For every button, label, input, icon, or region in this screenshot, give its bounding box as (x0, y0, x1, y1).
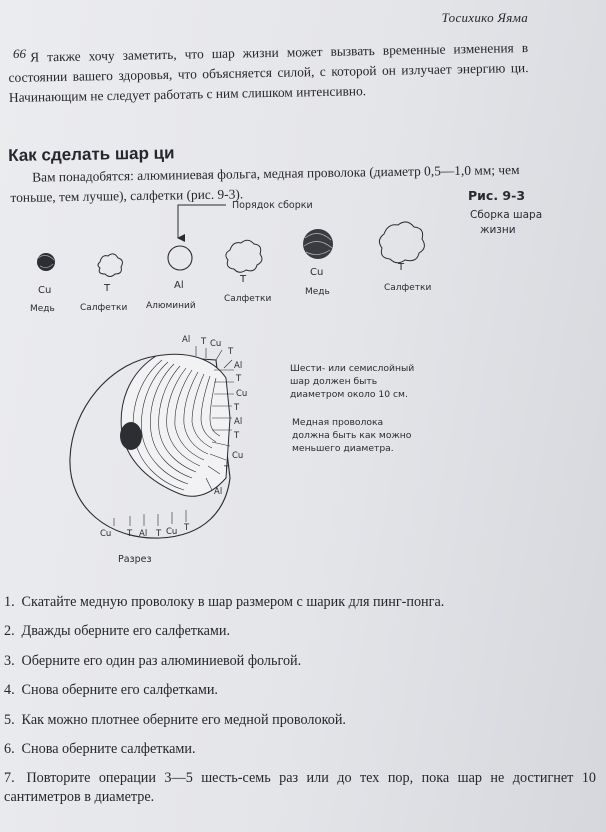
running-header-author: Тосихико Яяма (441, 10, 528, 25)
bottom-label-2: T (127, 529, 133, 539)
step-4-number: 4. (4, 682, 15, 699)
stage-4-symbol: T (240, 274, 247, 285)
intro-paragraph (8, 38, 529, 108)
step-1 (4, 588, 596, 617)
bottom-label-1: Cu (100, 529, 112, 539)
stage-tissue-large-icon (379, 222, 431, 293)
step-3-text: Оберните его один раз алюминиевой фольгой. (21, 652, 302, 669)
right-label-7: Cu (232, 451, 244, 461)
right-label-9: Al (214, 487, 223, 497)
stage-5-name: Медь (305, 287, 330, 297)
step-5 (4, 706, 596, 735)
stage-5-symbol: Cu (310, 267, 324, 278)
stage-6-symbol: T (398, 262, 405, 273)
step-2-text: Дважды оберните его салфетками. (21, 623, 231, 640)
step-6 (4, 735, 596, 764)
step-1-number: 1. (4, 594, 15, 610)
step-1-text: Скатайте медную проволоку в шар размером с шарик для пинг-понга. (21, 594, 445, 610)
right-label-3: Cu (236, 389, 248, 399)
step-4-text: Снова оберните его салфетками. (21, 682, 218, 699)
step-7 (4, 769, 596, 807)
bottom-label-5: Cu (166, 527, 178, 537)
section-label: Разрез (118, 554, 152, 565)
cross-section-drawing (70, 335, 247, 565)
stage-2-name: Салфетки (80, 303, 128, 313)
top-label-t2: T (228, 347, 234, 357)
right-label-4: T (234, 403, 240, 413)
stage-1-symbol: Cu (38, 285, 52, 296)
right-label-6: T (234, 431, 240, 441)
stage-tissue-small-icon (80, 254, 127, 313)
note-wire: Медная проволока должна быть как можно меньшего диаметра. (292, 417, 412, 454)
bottom-label-6: T (184, 523, 190, 533)
bottom-label-3: Al (139, 529, 148, 539)
stage-3-name: Алюминий (146, 301, 196, 311)
right-label-5: Al (234, 417, 243, 427)
step-3-number: 3. (4, 652, 15, 669)
stage-6-name: Салфетки (384, 283, 432, 293)
step-7-text: Повторите операции 3—5 шесть-семь раз или до тех пор, пока шар не достигнет 10 сантиметров в диаметре. (4, 770, 597, 806)
steps-list (4, 588, 596, 807)
figure-9-3 (0, 178, 606, 578)
right-label-2: T (236, 374, 242, 384)
step-3 (4, 647, 596, 676)
top-label-t: T (201, 337, 207, 347)
top-label-al: Al (182, 335, 191, 345)
intro-text: Я также хочу заметить, что шар жизни может вызвать временные изменения в состоянии вашего здоровья, что объясняется силой, с которой он излучает энергию ци. Начинающим не следует работать с ним слишком интенсивно. (8, 40, 529, 105)
stage-3-symbol: Al (174, 280, 184, 291)
cross-section-core (120, 422, 142, 450)
note-layers: Шести- или семислойный шар должен быть диаметром около 10 см. (290, 363, 415, 400)
right-label-1: Al (234, 361, 243, 371)
step-4 (4, 676, 596, 705)
assembly-order-label: Порядок сборки (232, 200, 313, 211)
figure-caption-line-2: жизни (480, 224, 516, 236)
right-label-8: T (224, 465, 230, 475)
step-6-number: 6. (4, 741, 15, 758)
stage-4-name: Салфетки (224, 294, 272, 304)
step-2 (4, 617, 596, 646)
stage-copper-wound-icon (303, 229, 333, 297)
stage-1-name: Медь (30, 304, 55, 314)
stage-tissue-medium-icon (224, 240, 271, 304)
stage-2-symbol: T (104, 283, 111, 294)
top-label-cu: Cu (210, 339, 222, 349)
step-5-text: Как можно плотнее оберните его медной проволокой. (21, 711, 346, 728)
stage-aluminium-icon (146, 246, 196, 311)
figure-caption-line-1: Сборка шара (470, 209, 543, 221)
step-7-number: 7. (4, 770, 15, 787)
stage-copper-ball-icon (30, 253, 55, 314)
step-6-text: Снова оберните салфетками. (21, 741, 196, 758)
figure-label: Рис. 9-3 (468, 188, 526, 203)
assembly-order-arrow (178, 205, 226, 238)
step-5-number: 5. (4, 711, 15, 728)
bottom-label-4: T (156, 529, 162, 539)
materials-text: Вам понадобятся: алюминиевая фольга, медная проволока (диаметр 0,5—1,0 мм; чем тоньше, тем лучше), салфетки (рис. 9-3). (10, 161, 520, 205)
step-2-number: 2. (4, 623, 15, 640)
page-number: 66 (13, 46, 26, 61)
section-heading: Как сделать шар ци (8, 143, 175, 165)
